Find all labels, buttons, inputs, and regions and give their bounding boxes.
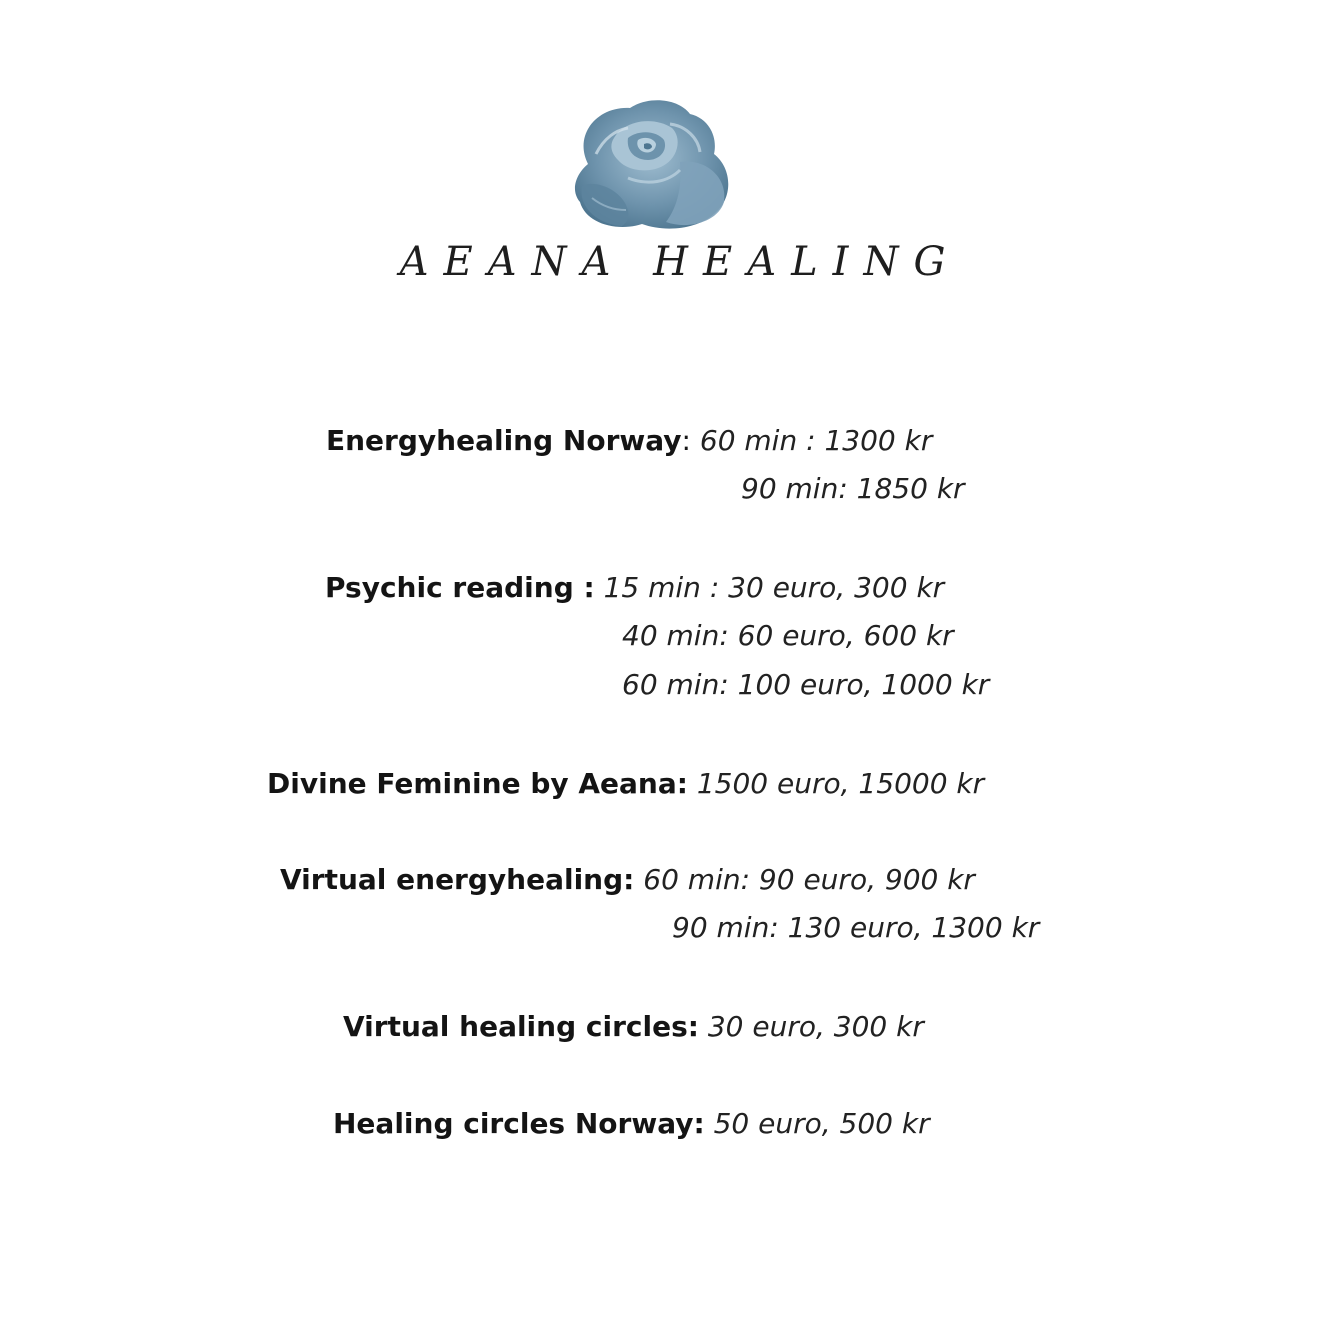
divine-feminine-label: Divine Feminine by Aeana: bbox=[267, 767, 688, 800]
virtual-energyhealing-label: Virtual energyhealing: bbox=[280, 863, 635, 896]
healing-circles-norway-label: Healing circles Norway: bbox=[333, 1107, 705, 1140]
psychic-reading-price-2: 40 min: 60 euro, 600 kr bbox=[622, 619, 954, 652]
divine-feminine-row bbox=[267, 767, 984, 801]
virtual-energyhealing-price-1: 60 min: 90 euro, 900 kr bbox=[643, 863, 975, 896]
energyhealing-norway-row bbox=[326, 424, 932, 458]
energyhealing-norway-price-1: 60 min : 1300 kr bbox=[699, 424, 933, 457]
rose-icon bbox=[568, 94, 740, 234]
brand-title: AEANA HEALING bbox=[399, 239, 961, 285]
healing-circles-norway-price: 50 euro, 500 kr bbox=[713, 1107, 930, 1140]
healing-circles-norway-row bbox=[333, 1107, 930, 1141]
energyhealing-norway-label: Energyhealing Norway bbox=[326, 424, 682, 457]
psychic-reading-label: Psychic reading : bbox=[325, 571, 595, 604]
virtual-healing-circles-row bbox=[343, 1010, 924, 1044]
virtual-energyhealing-row bbox=[280, 863, 975, 897]
psychic-reading-price-1: 15 min : 30 euro, 300 kr bbox=[603, 571, 945, 604]
energyhealing-norway-separator: : bbox=[681, 424, 691, 457]
energyhealing-norway-price-2: 90 min: 1850 kr bbox=[741, 472, 965, 505]
virtual-healing-circles-price: 30 euro, 300 kr bbox=[707, 1010, 924, 1043]
divine-feminine-price: 1500 euro, 15000 kr bbox=[696, 767, 985, 800]
psychic-reading-price-3: 60 min: 100 euro, 1000 kr bbox=[622, 668, 990, 701]
virtual-energyhealing-price-2: 90 min: 130 euro, 1300 kr bbox=[672, 911, 1040, 944]
psychic-reading-row bbox=[325, 571, 944, 605]
virtual-healing-circles-label: Virtual healing circles: bbox=[343, 1010, 699, 1043]
